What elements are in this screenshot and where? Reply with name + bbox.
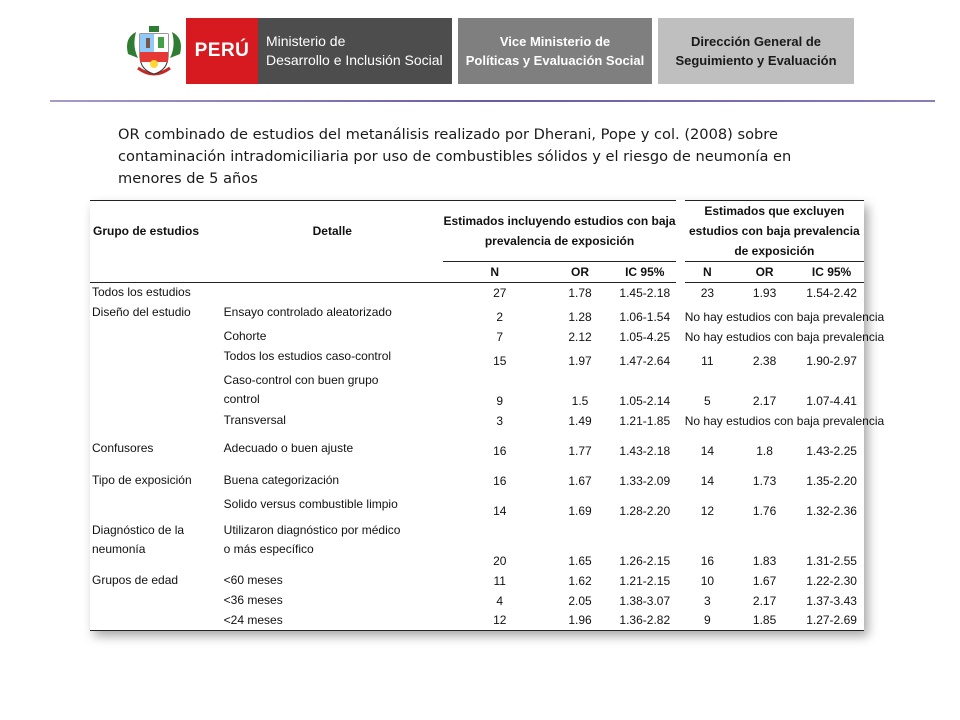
or-including: 1.28: [568, 309, 592, 324]
group-label: Confusores: [92, 440, 154, 455]
or-including: 1.77: [568, 443, 592, 458]
gap: [676, 283, 685, 303]
or-excluding: 1.85: [730, 611, 799, 631]
detail-cell: [222, 491, 443, 521]
or-excluding: 2.17: [752, 393, 777, 408]
ic-excluding: 1.22-2.30: [806, 573, 857, 588]
ic-including: 1.26-2.15: [619, 553, 671, 568]
group-cell: [90, 283, 222, 303]
detail-cell: [222, 283, 443, 303]
group-label: Diagnóstico de la: [92, 522, 185, 537]
or-including: 1.67: [568, 473, 592, 488]
group-cell: [90, 521, 222, 571]
detail-label: Caso-control con buen grupo: [223, 372, 379, 387]
n-excluding: 23: [700, 285, 715, 300]
detail-label: Utilizaron diagnóstico por médico: [223, 522, 401, 537]
table-row: [90, 611, 864, 631]
direction-line-2: Seguimiento y Evaluación: [675, 53, 837, 68]
n-including: 16: [493, 473, 507, 488]
n-excluding: 11: [701, 353, 714, 368]
header-excluding-group: Estimados que excluyen estudios con baja prevalencia de exposición: [685, 201, 864, 262]
table-row: [90, 431, 864, 461]
detail-cell: [222, 571, 443, 591]
detail-label-line-2: o más específico: [223, 541, 314, 556]
detail-label: Buena categorización: [223, 472, 340, 487]
detail-label-line-2: control: [223, 391, 260, 406]
or-including: 2.12: [568, 329, 592, 344]
header-or-1: OR: [547, 262, 614, 283]
group-label: Tipo de exposición: [92, 472, 192, 487]
or-excluding: 2.38: [752, 353, 777, 368]
or-including: 1.97: [568, 353, 592, 368]
n-including: 20: [493, 553, 507, 568]
n-including: 15: [493, 353, 507, 368]
n-excluding: 14: [700, 473, 715, 488]
ic-including: 1.28-2.20: [619, 503, 671, 518]
group-cell: [90, 347, 222, 371]
n-including: 9: [496, 393, 504, 408]
gap: [676, 591, 685, 611]
header-n-1: N: [443, 262, 547, 283]
detail-label: <24 meses: [223, 612, 283, 627]
n-including: 27: [493, 285, 507, 300]
header-including-group: Estimados incluyendo estudios con baja prevalencia de exposición: [443, 201, 676, 262]
table-row: [90, 491, 864, 521]
table-body: [90, 283, 885, 631]
group-cell: [90, 491, 222, 521]
group-label: Grupos de edad: [92, 572, 179, 587]
n-excluding: 14: [700, 443, 715, 458]
detail-cell: [222, 347, 443, 371]
or-including: 1.78: [568, 285, 592, 300]
n-including: 7: [496, 329, 504, 344]
ic-including: 1.45-2.18: [619, 285, 671, 300]
ic-excluding: 1.07-4.41: [806, 393, 857, 408]
or-excluding: 1.8: [756, 443, 773, 458]
no-studies-note: No hay estudios con baja prevalencia: [684, 309, 885, 324]
table-row: [90, 521, 864, 571]
or-including: 1.62: [568, 573, 592, 588]
gap: [676, 327, 685, 347]
gap: [676, 303, 685, 327]
ic-excluding: 1.31-2.55: [806, 553, 857, 568]
or-including: 1.96: [547, 611, 614, 631]
detail-label: Solido versus combustible limpio: [223, 496, 398, 511]
slide-caption: OR combinado de estudios del metanálisis realizado por Dherani, Pope y col. (2008) sobre contaminación intradomiciliaria por uso de combustibles sólidos y el riesgo de neumonía en menores de 5 años: [118, 126, 792, 187]
group-cell: [90, 411, 222, 431]
results-table-image: [90, 200, 885, 630]
detail-cell: [222, 411, 443, 431]
header-banner: [0, 0, 960, 100]
or-including: 1.5: [571, 393, 589, 408]
vice-line-2: Políticas y Evaluación Social: [465, 53, 645, 68]
or-excluding: 1.93: [752, 285, 777, 300]
group-cell: [90, 431, 222, 461]
or-excluding: 2.17: [752, 593, 777, 608]
n-including: 14: [493, 503, 507, 518]
n-excluding: 16: [700, 553, 715, 568]
n-including: 12: [443, 611, 547, 631]
coat-of-arms-icon: [124, 24, 184, 80]
n-including: 16: [493, 443, 507, 458]
ic-excluding: 1.27-2.69: [799, 611, 864, 631]
n-excluding: 5: [704, 393, 711, 408]
or-including: 1.69: [568, 503, 592, 518]
ic-excluding: 1.43-2.25: [806, 443, 857, 458]
detail-cell: [222, 521, 443, 571]
ic-including: 1.05-4.25: [619, 329, 671, 344]
detail-label: Todos los estudios caso-control: [223, 348, 392, 363]
results-table: [90, 200, 885, 631]
direction-label: [658, 18, 854, 84]
group-cell: [90, 461, 222, 491]
table-row: [90, 591, 864, 611]
gap: [676, 411, 685, 431]
table-row: [90, 411, 864, 431]
group-cell: [90, 327, 222, 347]
group-cell: [90, 591, 222, 611]
header-detail-col: Detalle: [222, 201, 443, 262]
or-excluding: 1.67: [752, 573, 777, 588]
table-row: [90, 303, 864, 327]
group-label: Todos los estudios: [92, 285, 191, 299]
detail-label: Transversal: [223, 412, 286, 427]
gap: [676, 491, 685, 521]
table-row: [90, 283, 864, 303]
ministry-label: [258, 18, 452, 84]
n-including: 11: [493, 573, 506, 588]
table-row: [90, 347, 864, 371]
or-including: 1.65: [568, 553, 592, 568]
or-excluding: 1.76: [752, 503, 777, 518]
detail-label: <60 meses: [223, 572, 283, 587]
n-including: 4: [496, 593, 504, 608]
group-cell: [90, 303, 222, 327]
or-including: 1.49: [568, 413, 592, 428]
ic-including: 1.43-2.18: [619, 443, 671, 458]
direction-line-1: Dirección General de: [690, 34, 822, 49]
detail-label: Adecuado o buen ajuste: [223, 440, 354, 455]
ic-excluding: 1.32-2.36: [806, 503, 857, 518]
header-n-2: N: [685, 262, 730, 283]
gap: [676, 431, 685, 461]
ic-including: 1.47-2.64: [619, 353, 671, 368]
vice-ministry-label: [458, 18, 652, 84]
ic-excluding: 1.54-2.42: [806, 285, 857, 300]
ic-excluding: 1.37-3.43: [806, 593, 857, 608]
header-divider: [50, 100, 935, 102]
header-group-col: Grupo de estudios: [90, 201, 222, 262]
detail-label: Cohorte: [223, 328, 267, 343]
table-row: [90, 371, 864, 411]
group-cell: [90, 571, 222, 591]
peru-label: PERÚ: [186, 18, 258, 84]
detail-cell: [222, 591, 443, 611]
ic-including: 1.21-2.15: [619, 573, 671, 588]
detail-cell: [222, 461, 443, 491]
ic-excluding: 1.90-2.97: [806, 353, 857, 368]
header-or-2: OR: [730, 262, 799, 283]
ministry-line-1: Ministerio de: [266, 33, 346, 49]
n-excluding: 12: [700, 503, 715, 518]
gap: [676, 347, 685, 371]
detail-label: Ensayo controlado aleatorizado: [223, 304, 392, 319]
or-excluding: 1.83: [752, 553, 777, 568]
ministry-line-2: Desarrollo e Inclusión Social: [266, 52, 443, 68]
detail-cell: [222, 371, 443, 411]
or-excluding: 1.73: [752, 473, 777, 488]
n-including: 3: [496, 413, 504, 428]
detail-cell: [222, 303, 443, 327]
gap: [676, 371, 685, 411]
ic-including: 1.05-2.14: [619, 393, 671, 408]
table-row: [90, 327, 864, 347]
table-row: [90, 461, 864, 491]
gap: [676, 461, 685, 491]
detail-cell: [222, 611, 443, 631]
vice-line-1: Vice Ministerio de: [499, 34, 611, 49]
header-ic-2: IC 95%: [799, 262, 864, 283]
n-excluding: 3: [704, 593, 711, 608]
ic-excluding: 1.35-2.20: [806, 473, 857, 488]
header-ic-1: IC 95%: [613, 262, 676, 283]
n-excluding: 10: [700, 573, 715, 588]
ic-including: 1.33-2.09: [619, 473, 671, 488]
no-studies-note: No hay estudios con baja prevalencia: [684, 329, 885, 344]
detail-label: <36 meses: [223, 592, 283, 607]
group-cell: [90, 611, 222, 631]
detail-cell: [222, 431, 443, 461]
ic-including: 1.21-1.85: [619, 413, 671, 428]
table-row: [90, 571, 864, 591]
detail-cell: [222, 327, 443, 347]
or-including: 2.05: [568, 593, 592, 608]
ic-including: 1.06-1.54: [619, 309, 671, 324]
group-cell: [90, 371, 222, 411]
group-label-line-2: neumonía: [92, 541, 146, 556]
n-excluding: 9: [685, 611, 730, 631]
group-label: Diseño del estudio: [92, 304, 191, 319]
ic-including: 1.36-2.82: [613, 611, 676, 631]
gap: [676, 611, 685, 631]
gap: [676, 571, 685, 591]
ic-including: 1.38-3.07: [619, 593, 671, 608]
no-studies-note: No hay estudios con baja prevalencia: [684, 413, 885, 428]
gap: [676, 521, 685, 571]
n-including: 2: [496, 309, 504, 324]
